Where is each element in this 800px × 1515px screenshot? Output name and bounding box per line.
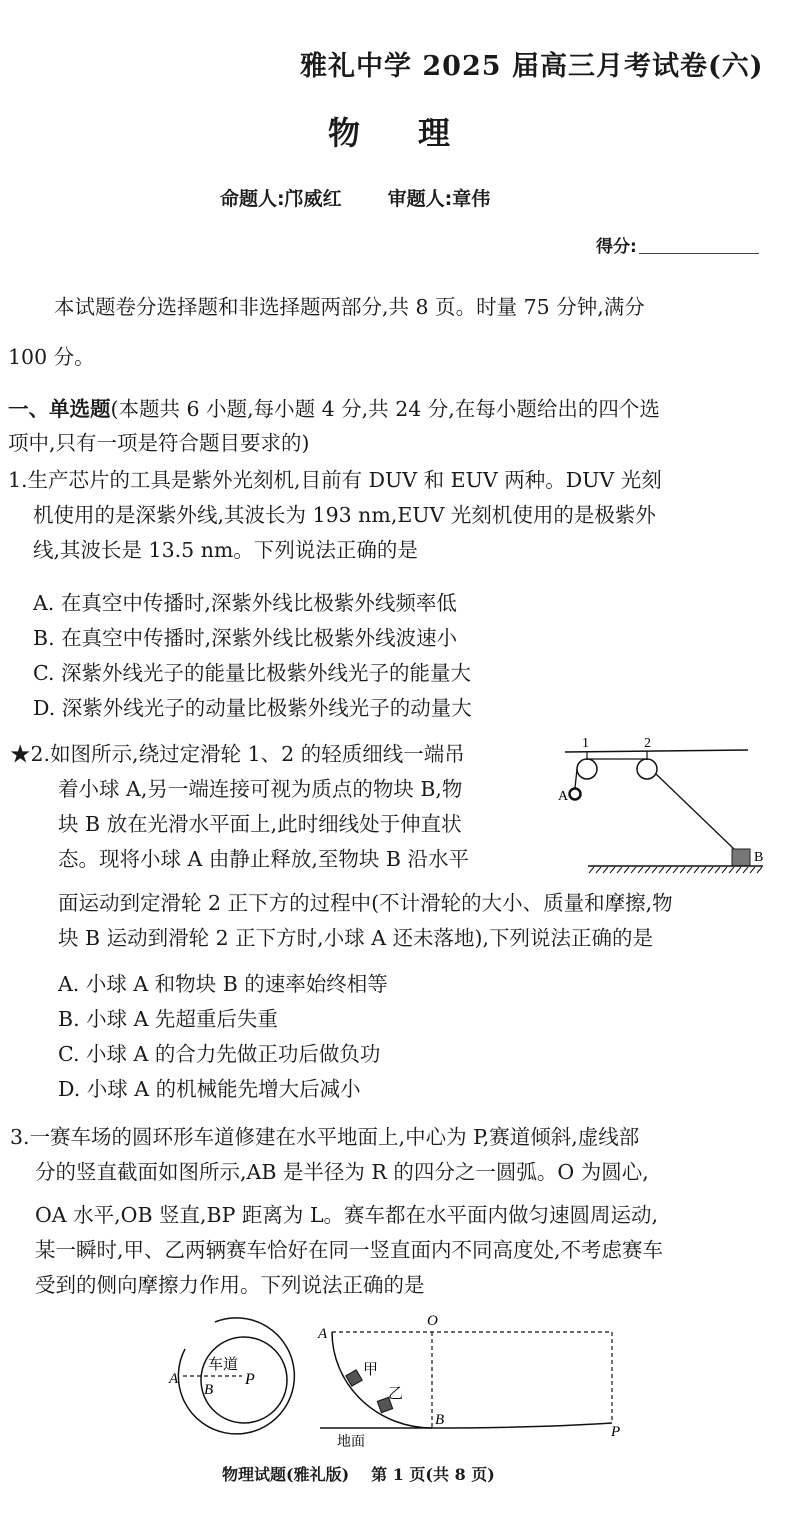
hatch-mark <box>673 867 678 873</box>
hatch-mark <box>652 867 657 873</box>
pulley-1-label: 1 <box>582 736 589 751</box>
option-b[interactable]: B. 小球 A 先超重后失重 <box>58 1007 278 1031</box>
ground-label: 地面 <box>337 1434 365 1450</box>
section-header <box>8 392 660 422</box>
inner-track-circle <box>201 1337 287 1423</box>
question-number: 1. <box>8 468 28 492</box>
question-3-line <box>10 1120 639 1150</box>
hatch-mark <box>610 867 615 873</box>
question-number: 3. <box>10 1125 30 1149</box>
score-field <box>596 232 759 257</box>
question-text: 一赛车场的圆环形车道修建在水平地面上,中心为 P,赛道倾斜,虚线部 <box>29 1125 640 1149</box>
question-1-line: 机使用的是深紫外线,其波长为 193 nm,EUV 光刻机使用的是极紫外 <box>33 503 656 527</box>
hatch-mark <box>666 867 671 873</box>
section-desc: (本题共 6 小题,每小题 4 分,共 24 分,在每小题给出的四个选 <box>110 397 660 421</box>
intro-line: 100 分。 <box>8 345 95 369</box>
setter-label: 命题人:邝威红 <box>220 188 342 210</box>
hatch-mark <box>659 867 664 873</box>
pulley-2-label: 2 <box>644 736 651 751</box>
page-footer <box>222 1462 495 1485</box>
score-label: 得分: <box>596 237 637 257</box>
point-b-label: B <box>204 1382 214 1398</box>
hatch-mark <box>729 867 734 873</box>
question-2-line: 块 B 放在光滑水平面上,此时细线处于伸直状 <box>58 812 462 836</box>
exam-title: 雅礼中学 2025 届高三月考试卷(六) <box>300 51 764 82</box>
hatch-mark <box>596 867 601 873</box>
question-3-line: OA 水平,OB 竖直,BP 距离为 L。赛车都在水平面内做匀速圆周运动, <box>35 1203 659 1227</box>
ceiling-line <box>565 750 748 752</box>
question-1-line: 线,其波长是 13.5 nm。下列说法正确的是 <box>33 538 418 562</box>
section-desc-line: 项中,只有一项是符合题目要求的) <box>8 431 310 455</box>
option-a[interactable]: A. 小球 A 和物块 B 的速率始终相等 <box>58 972 388 996</box>
option-d[interactable]: D. 小球 A 的机械能先增大后减小 <box>58 1077 361 1101</box>
subject-char: 理 <box>418 114 453 152</box>
pulley-1 <box>577 759 597 779</box>
pulley-2 <box>637 759 657 779</box>
question-2-line: 块 B 运动到滑轮 2 正下方时,小球 A 还未落地),下列说法正确的是 <box>58 926 654 950</box>
car-yi-label: 乙 <box>388 1384 404 1402</box>
question-number: 2. <box>30 742 51 766</box>
string-ball <box>575 769 577 788</box>
hatch-mark <box>757 867 762 873</box>
block-b-label: B <box>754 850 764 865</box>
point-o-label: O <box>427 1313 438 1329</box>
hatch-mark <box>624 867 629 873</box>
bp-ground-line <box>432 1423 612 1428</box>
question-2-line: 面运动到定滑轮 2 正下方的过程中(不计滑轮的大小、质量和摩擦,物 <box>58 891 673 915</box>
option-c[interactable]: C. 小球 A 的合力先做正功后做负功 <box>58 1042 381 1066</box>
question-text: 生产芯片的工具是紫外光刻机,目前有 DUV 和 EUV 两种。DUV 光刻 <box>27 468 662 492</box>
ball-a <box>570 789 581 800</box>
point-p-label: P <box>611 1424 621 1440</box>
section-title: 一、单选题 <box>8 397 111 421</box>
question-3-line: 受到的侧向摩擦力作用。下列说法正确的是 <box>35 1273 425 1297</box>
question-3-line: 某一瞬时,甲、乙两辆赛车恰好在同一竖直面内不同高度处,不考虑赛车 <box>35 1238 664 1262</box>
hatch-mark <box>631 867 636 873</box>
question-1-line <box>8 463 662 493</box>
pulley-diagram <box>560 725 800 885</box>
option-d[interactable]: D. 深紫外线光子的动量比极紫外线光子的动量大 <box>33 696 472 720</box>
block-b <box>732 849 750 866</box>
hatch-mark <box>645 867 650 873</box>
hatch-mark <box>589 867 594 873</box>
score-blank[interactable] <box>639 253 759 254</box>
hatch-mark <box>743 867 748 873</box>
point-b-label: B <box>435 1412 445 1428</box>
car-jia-label: 甲 <box>363 1360 379 1378</box>
option-b[interactable]: B. 在真空中传播时,深紫外线比极紫外线波速小 <box>33 626 458 650</box>
star-icon: ★ <box>10 742 31 766</box>
hatch-mark <box>750 867 755 873</box>
page-number: 第 1 页(共 8 页) <box>371 1465 495 1484</box>
reviewer-label: 审题人:章伟 <box>387 188 491 210</box>
outer-track-circle <box>178 1318 294 1434</box>
question-3-line: 分的竖直截面如图所示,AB 是半径为 R 的四分之一圆弧。O 为圆心, <box>35 1160 649 1184</box>
hatch-mark <box>638 867 643 873</box>
hatch-mark <box>715 867 720 873</box>
question-2-line: 态。现将小球 A 由静止释放,至物块 B 沿水平 <box>58 847 469 871</box>
hatch-mark <box>708 867 713 873</box>
hatch-mark <box>617 867 622 873</box>
question-2-line: 着小球 A,另一端连接可视为质点的物块 B,物 <box>58 777 463 801</box>
ball-a-label: A <box>558 789 569 804</box>
question-2-line <box>10 737 465 767</box>
authors <box>220 184 490 211</box>
hatch-mark <box>694 867 699 873</box>
point-p-label: P <box>245 1371 255 1388</box>
subject-title <box>328 108 452 154</box>
intro-line: 本试题卷分选择题和非选择题两部分,共 8 页。时量 75 分钟,满分 <box>54 295 645 319</box>
subject-char: 物 <box>328 114 363 152</box>
hatch-mark <box>722 867 727 873</box>
string-block <box>656 774 734 849</box>
arc-ab <box>332 1332 432 1428</box>
hatch-mark <box>603 867 608 873</box>
footer-subject: 物理试题(雅礼版) <box>222 1465 350 1484</box>
option-c[interactable]: C. 深紫外线光子的能量比极紫外线光子的能量大 <box>33 661 471 685</box>
track-cross-section <box>315 1305 625 1455</box>
point-a-label: A <box>169 1371 179 1387</box>
track-label: 车道 <box>208 1355 239 1373</box>
hatch-mark <box>701 867 706 873</box>
hatch-mark <box>687 867 692 873</box>
question-text: 如图所示,绕过定滑轮 1、2 的轻质细线一端吊 <box>50 742 465 766</box>
hatch-mark <box>736 867 741 873</box>
point-a-label: A <box>318 1326 328 1342</box>
ground-hatch <box>589 867 762 873</box>
hatch-mark <box>680 867 685 873</box>
option-a[interactable]: A. 在真空中传播时,深紫外线比极紫外线频率低 <box>33 591 457 615</box>
track-top-view <box>160 1305 310 1455</box>
